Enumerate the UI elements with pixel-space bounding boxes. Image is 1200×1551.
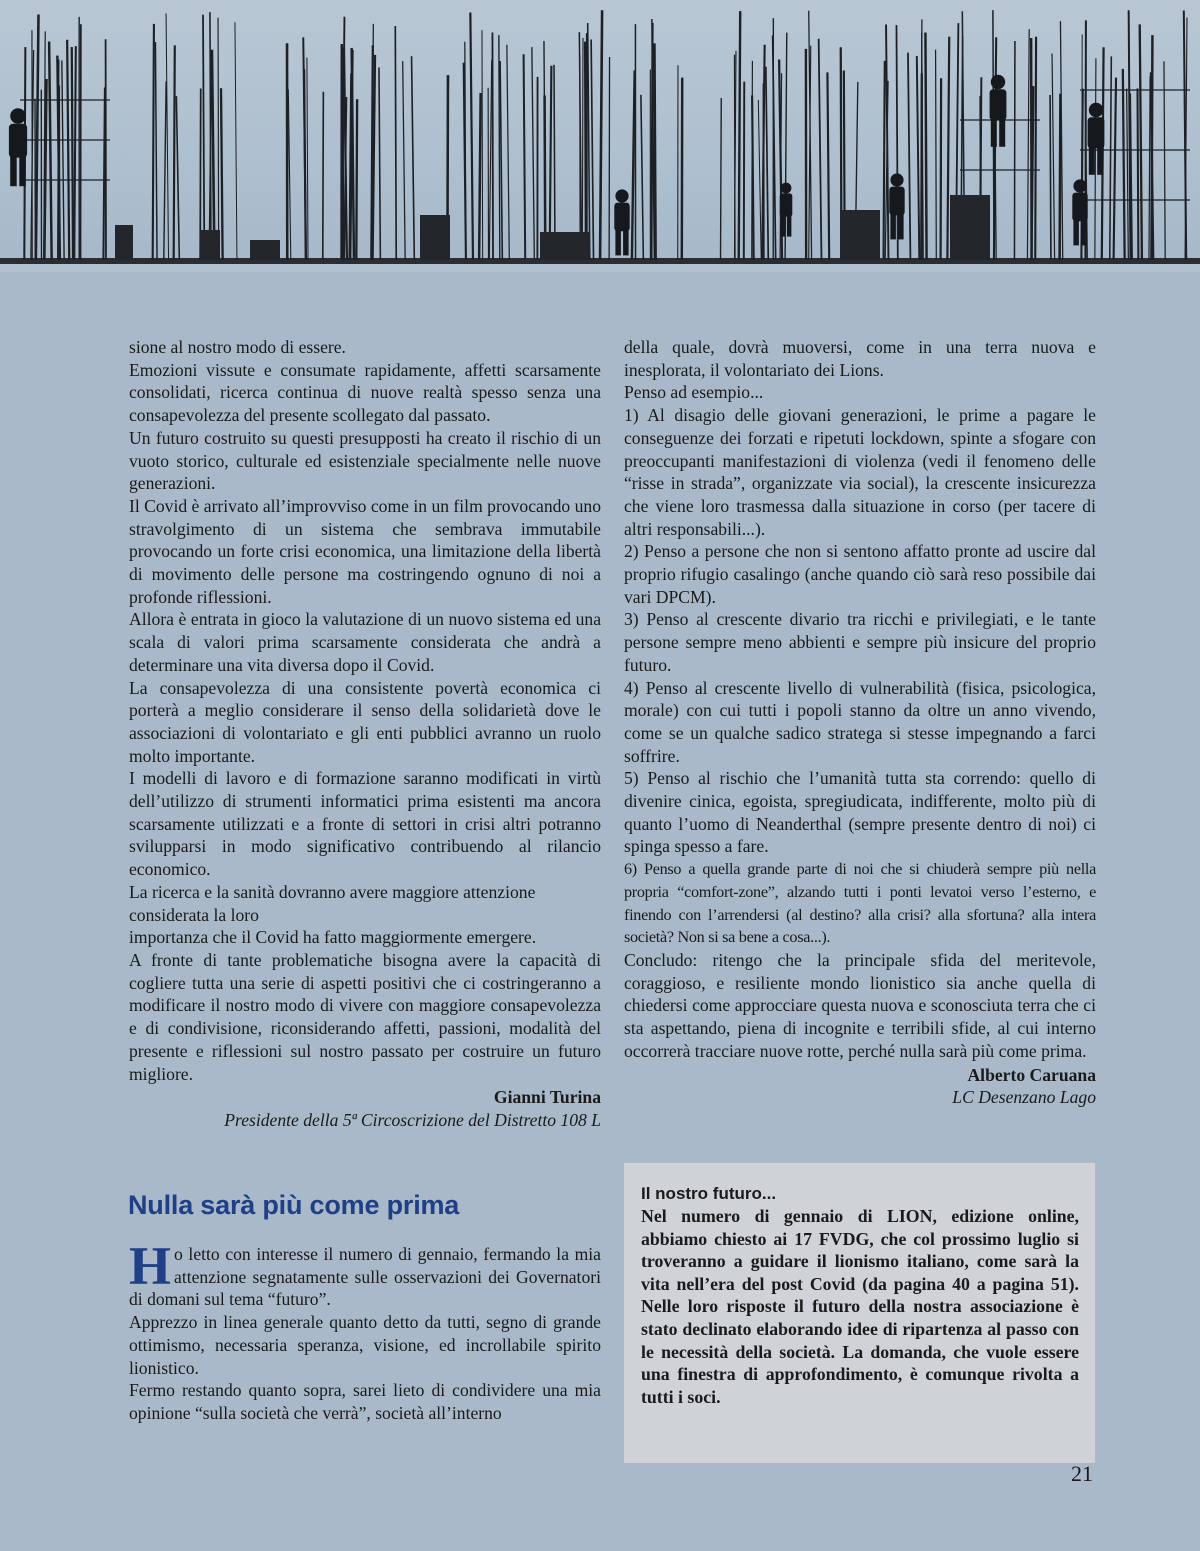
paragraph: Allora è entrata in gioco la valutazione di un nuovo sistema ed una scala di valori prima scarsamente considerata che andrà a determinare una vita diversa dopo il Covid.	[129, 609, 601, 675]
paragraph: Penso ad esempio...	[624, 382, 764, 403]
paragraph: La ricerca e la sanità dovranno avere maggiore attenzione considerata la loro	[129, 881, 536, 925]
paragraph: 4) Penso al crescente livello di vulnerabilità (fisica, psicologica, morale) con cui tutti i popoli stanno da oltre un anno vivendo, come se un qualche sadico stratega si stesse impegnando a farci soffrire.	[624, 677, 1096, 766]
paragraph: Apprezzo in linea generale quanto detto da tutti, segno di grande ottimismo, necessaria speranza, visione, ed incrollabile spirito lionistico.	[129, 1312, 601, 1378]
paragraph: 6) Penso a quella grande parte di noi che si chiuderà sempre più nella propria “comfort-zone”, alzando tutti i ponti levatoi verso l’esterno, e finendo con l’arrendersi (al destino? alla crisi? alla sfortuna? alla intera società? Non si sa bene a cosa...).	[624, 860, 1096, 947]
paragraph: 5) Penso al rischio che l’umanità tutta sta correndo: quello di divenire cinica, egoista, spregiudicata, indifferente, molto più di quanto l’uomo di Neanderthal (sempre presente dentro di noi) ci spinga spesso a fare.	[624, 768, 1096, 857]
page-number: 21	[1071, 1461, 1093, 1486]
paragraph: A fronte di tante problematiche bisogna avere la capacità di cogliere tutta una serie di aspetti positivi che ci costringeranno a modificare il nostro modo di vivere con maggiore consapevolezza e di condivisione, riconsiderando affetti, passioni, modalità del presente e riflessioni sul nostro passato per costruire un futuro migliore.	[129, 949, 601, 1084]
paragraph: 3) Penso al crescente divario tra ricchi e privilegiati, e le tante persone sempre meno abbienti e sempre più insicure del proprio futuro.	[624, 609, 1096, 675]
paragraph: Fermo restando quanto sopra, sarei lieto di condividere una mia opinione “sulla società che verrà”, società all’interno	[129, 1380, 601, 1423]
paragraph: I modelli di lavoro e di formazione saranno modificati in virtù dell’utilizzo di strumenti informatici prima esistenti ma ancora scarsamente utilizzati e a fronte di settori in crisi altri potranno svilupparsi in modo significativo contribuendo al rilancio economico.	[129, 768, 601, 880]
left-column-bottom	[129, 1236, 601, 1425]
author-role: LC Desenzano Lago	[952, 1087, 1096, 1108]
article-title: Nulla sarà più come prima	[128, 1190, 460, 1220]
info-box-text: Nel numero di gennaio di LION, edizione online, abbiamo chiesto ai 17 FVDG, che col prossimo luglio si troveranno a guidare il lionismo italiano, come sarà la vita nell’era del post Covid (da pagina 40 a pagina 51). Nelle loro risposte il futuro della nostra associazione è stato declinato elaborando idee di ripartenza al passo con le necessità della società. La domanda, che vuole essere una finestra di approfondimento, è comunque rivolta a tutti i soci.	[641, 1206, 1079, 1407]
author-role: Presidente della 5ª Circoscrizione del Distretto 108 L	[224, 1109, 601, 1130]
info-box-title: Il nostro futuro...	[641, 1184, 777, 1203]
paragraph: importanza che il Covid ha fatto maggiormente emergere.	[129, 927, 537, 948]
paragraph: 1) Al disagio delle giovani generazioni, le prime a pagare le conseguenze dei forzati e ripetuti lockdown, spinte a sfogare con preoccupanti manifestazioni di violenza (vedi il fenomeno delle “risse in strada”, organizzate via social), la crescente insicurezza che viene loro trasmessa dalla situazione in corso (per tacere di altri responsabili...).	[624, 405, 1096, 539]
paragraph: Emozioni vissute e consumate rapidamente, affetti scarsamente consolidati, ricerca continua di nuove realtà spesso senza una consapevolezza del presente scollegato dal passato.	[129, 359, 601, 426]
paragraph: Il Covid è arrivato all’improvviso come in un film provocando uno stravolgimento di un sistema che sembrava immutabile provocando un forte crisi economica, una limitazione della libertà di movimento delle persone ma costringendo ognuno di noi a profonde riflessioni.	[129, 495, 601, 607]
right-column-top	[624, 336, 1096, 1109]
paragraph: La consapevolezza di una consistente povertà economica ci porterà a meglio considerare il senso della solidarietà dove le associazioni di volontariato e gli enti pubblici avranno un ruolo molto importante.	[129, 677, 601, 766]
drop-cap: H	[129, 1236, 172, 1296]
author-name: Gianni Turina	[493, 1087, 601, 1108]
info-box	[624, 1163, 1095, 1463]
header-image-construction-silhouettes	[0, 0, 1200, 272]
paragraph: della quale, dovrà muoversi, come in una terra nuova e inesplorata, il volontariato dei Lions.	[624, 337, 1096, 380]
author-name: Alberto Caruana	[967, 1064, 1096, 1085]
first-paragraph-text: o letto con interesse il numero di gennaio, fermando la mia attenzione segnatamente sulle osservazioni dei Governatori di domani sul tema “futuro”.	[129, 1244, 601, 1310]
paragraph: sione al nostro modo di essere.	[129, 337, 346, 357]
paragraph: Un futuro costruito su questi presupposti ha creato il rischio di un vuoto storico, culturale ed esistenziale specialmente nelle nuove generazioni.	[129, 427, 601, 494]
paragraph: Concludo: ritengo che la principale sfida del meritevole, coraggioso, e resiliente mondo lionistico sia anche quella di chiedersi come approcciare questa nuova e sconosciuta terra che ci sta aspettando, piena di incognite e terribili sfide, al cui interno occorrerà tracciare nuove rotte, perché nulla sarà più come prima.	[624, 949, 1096, 1061]
paragraph: 2) Penso a persone che non si sentono affatto pronte ad uscire dal proprio rifugio casalingo (anche quando ciò sarà reso possibile dai vari DPCM).	[624, 541, 1096, 607]
first-paragraph	[129, 1236, 601, 1311]
left-column-top	[129, 336, 601, 1132]
